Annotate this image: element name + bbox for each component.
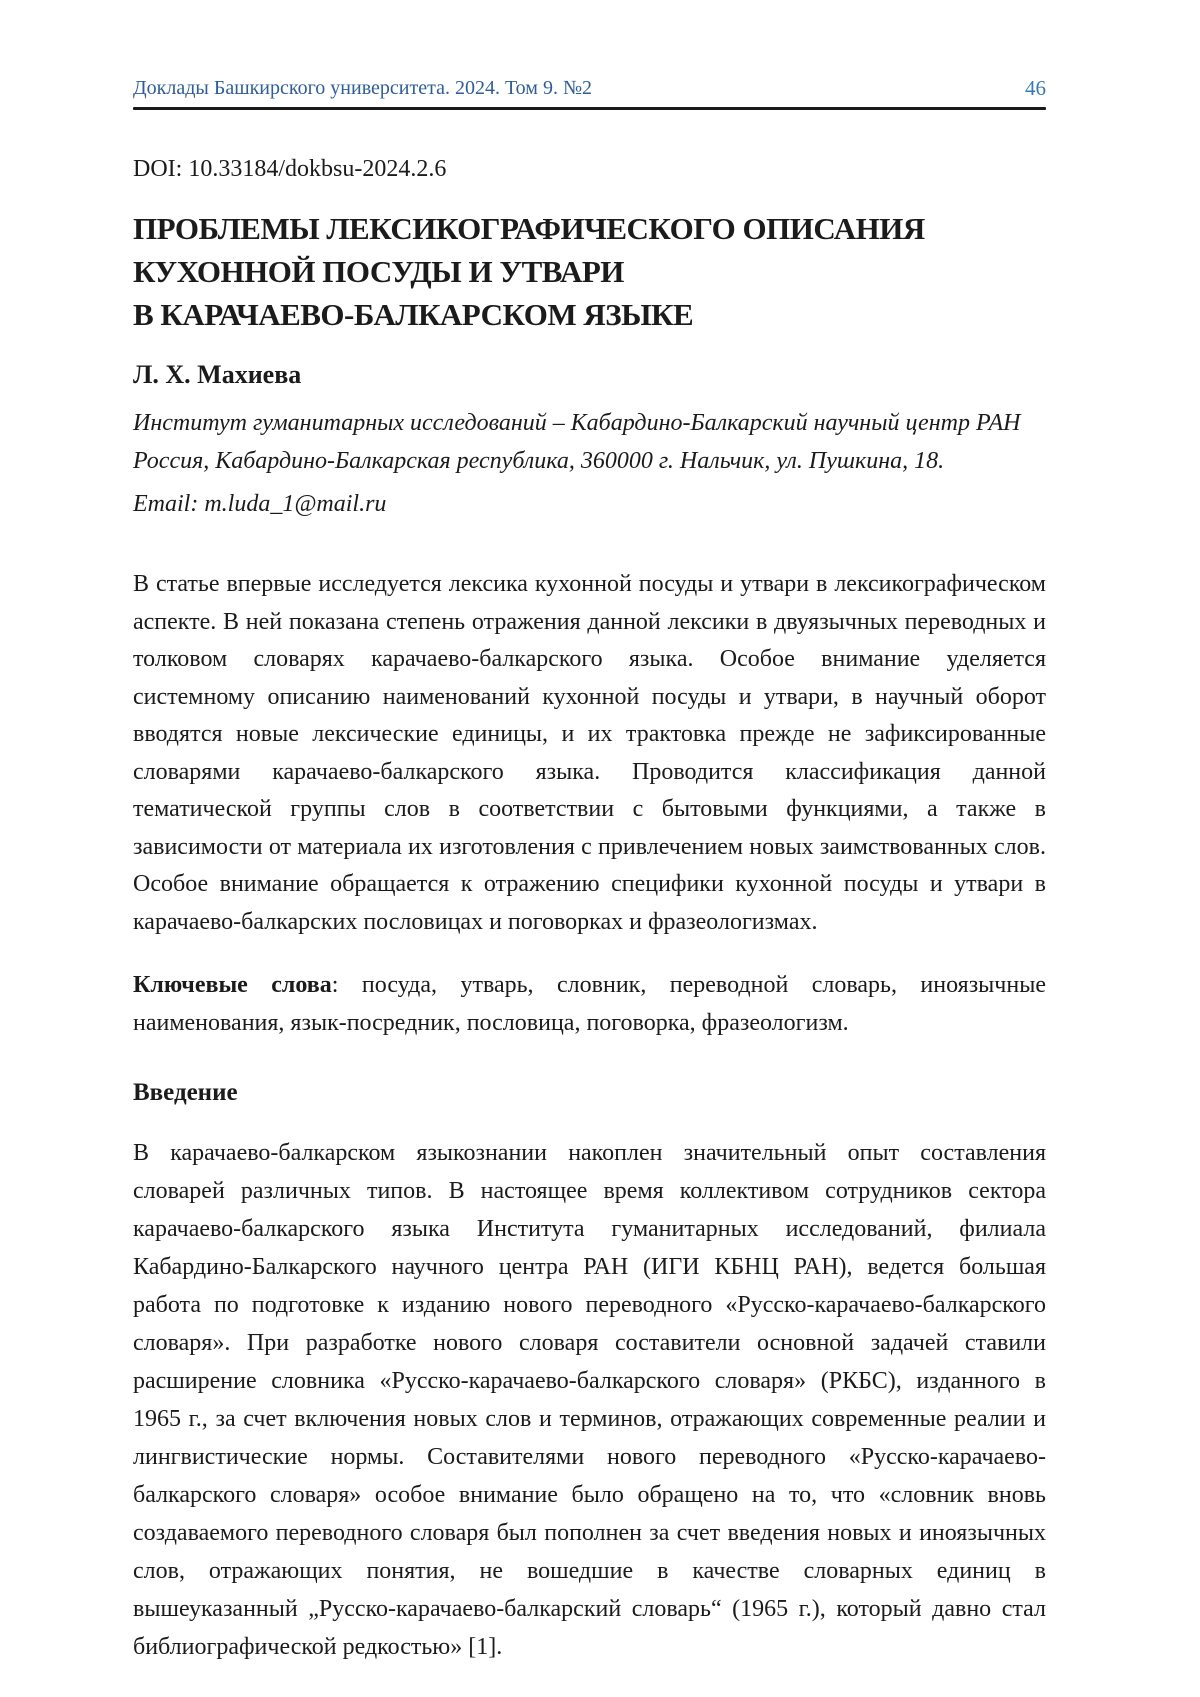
- keywords-paragraph: [133, 967, 1046, 1042]
- article-title-line-2: КУХОННОЙ ПОСУДЫ И УТВАРИ: [133, 254, 624, 289]
- keywords-label: Ключевые слова: [133, 972, 332, 998]
- section-heading-introduction: Введение: [133, 1079, 238, 1106]
- author-email: Email: m.luda_1@mail.ru: [133, 491, 387, 517]
- affiliation-line-2: Россия, Кабардино-Балкарская республика, 360000 г. Нальчик, ул. Пушкина, 18.: [133, 448, 945, 474]
- article-title-line-3: В КАРАЧАЕВО-БАЛКАРСКОМ ЯЗЫКЕ: [133, 297, 694, 332]
- affiliation-line-1: Институт гуманитарных исследований – Кабардино-Балкарский научный центр РАН: [133, 410, 1021, 436]
- article-title-line-1: ПРОБЛЕМЫ ЛЕКСИКОГРАФИЧЕСКОГО ОПИСАНИЯ: [133, 211, 925, 246]
- abstract-paragraph: В статье впервые исследуется лексика кухонной посуды и утвари в лексикографическом аспекте. В ней показана степень отражения данной лексики в двуязычных переводных и толковом словарях карачаево-балкарского языка. Особое внимание уделяется системному описанию наименований кухонной посуды и утвари, в научный оборот вводятся новые лексические единицы, и их трактовка прежде не зафиксированные словарями карачаево-балкарского языка. Проводится классификация данной тематической группы слов в соответствии с бытовыми функциями, а также в зависимости от материала их изготовления с привлечением новых заимствованных слов. Особое внимание обращается к отражению специфики кухонной посуды и утвари в карачаево-балкарских пословицах и поговорках и фразеологизмах.: [133, 571, 1046, 935]
- keywords-list: : посуда, утварь, словник, переводной словарь, иноязычные наименования, язык-посредник, пословица, поговорка, фразеологизм.: [133, 972, 1046, 1036]
- page-content: [133, 0, 1046, 1666]
- running-head: [133, 76, 1046, 100]
- doi: DOI: 10.33184/dokbsu-2024.2.6: [133, 156, 447, 182]
- header-rule: [133, 107, 1046, 110]
- affiliation: [133, 404, 1046, 480]
- page-number: 46: [1025, 76, 1046, 100]
- journal-title: Доклады Башкирского университета. 2024. Том 9. №2: [133, 77, 593, 99]
- author-name: Л. Х. Махиева: [133, 360, 302, 389]
- article-title: [133, 207, 1046, 336]
- body-paragraph: В карачаево-балкарском языкознании накоплен значительный опыт составления словарей различных типов. В настоящее время коллективом сотрудников сектора карачаево-балкарского языка Института гуманитарных исследований, филиала Кабардино-Балкарского научного центра РАН (ИГИ КБНЦ РАН), ведется большая работа по подготовке к изданию нового переводного «Русско-карачаево-балкарского словаря». При разработке нового словаря составители основной задачей ставили расширение словника «Русско-карачаево-балкарского словаря» (РКБС), изданного в 1965 г., за счет включения новых слов и терминов, отражающих современные реалии и лингвистические нормы. Составителями нового переводного «Русско-карачаево-балкарского словаря» особое внимание было обращено на то, что «словник вновь создаваемого переводного словаря был пополнен за счет введения новых и иноязычных слов, отражающих понятия, не вошедшие в качестве словарных единиц в вышеуказанный „Русско-карачаево-балкарский словарь“ (1965 г.), который давно стал библиографической редкостью» [1].: [133, 1140, 1046, 1660]
